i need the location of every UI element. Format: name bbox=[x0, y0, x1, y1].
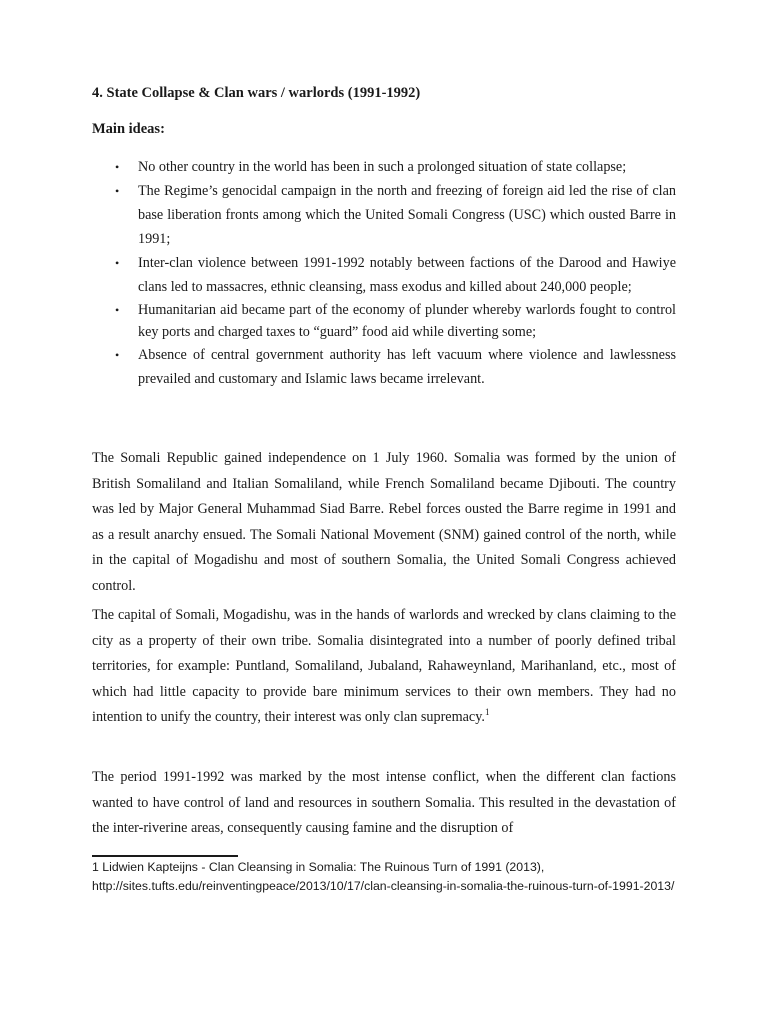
list-item bbox=[92, 299, 676, 343]
bullet-icon: • bbox=[115, 256, 120, 270]
bullet-icon: • bbox=[115, 348, 120, 362]
bullet-icon: • bbox=[115, 303, 120, 317]
list-item-text: Inter-clan violence between 1991-1992 notably between factions of the Darood and Hawiye clans led to massacres, ethnic cleansing, mass exodus and killed about 240,000 people; bbox=[138, 255, 676, 295]
bullet-icon: • bbox=[115, 160, 120, 174]
section-heading: 4. State Collapse & Clan wars / warlords (1991-1992) bbox=[92, 85, 421, 101]
list-item-text: The Regime’s genocidal campaign in the north and freezing of foreign aid led the rise of clan base liberation fronts among which the United Somali Congress (USC) which ousted Barre in 1991; bbox=[138, 183, 676, 247]
list-item-text: No other country in the world has been in such a prolonged situation of state collapse; bbox=[138, 159, 627, 175]
footnote-marker[interactable]: 1 bbox=[484, 707, 490, 718]
list-item bbox=[92, 343, 676, 391]
list-item-text: Humanitarian aid became part of the economy of plunder whereby warlords fought to control key ports and charged taxes to “guard” food aid while diverting some; bbox=[138, 302, 676, 340]
footnote-separator bbox=[92, 855, 238, 857]
body-paragraph bbox=[92, 603, 676, 731]
footnote-text[interactable]: 1 Lidwien Kapteijns - Clan Cleansing in Somalia: The Ruinous Turn of 1991 (2013), http://sites.tufts.edu/reinventingpeace/2013/10/17/clan-cleansing-in-somalia-the-ruinous-turn-of-1991-2013/ bbox=[92, 860, 675, 893]
body-paragraph: The period 1991-1992 was marked by the most intense conflict, when the different clan factions wanted to have control of land and resources in southern Somalia. This resulted in the devastation of the inter-riverine areas, consequently causing famine and the disruption of bbox=[92, 769, 676, 837]
list-item bbox=[92, 155, 676, 179]
list-item-text: Absence of central government authority has left vacuum where violence and lawlessness prevailed and customary and Islamic laws became irrelevant. bbox=[138, 347, 676, 387]
main-ideas-list bbox=[92, 155, 676, 391]
list-item bbox=[92, 179, 676, 251]
paragraph-text: The capital of Somali, Mogadishu, was in the hands of warlords and wrecked by clans claiming to the city as a property of their own tribe. Somalia disintegrated into a number of poorly defined tribal territories, for example: Puntland, Somaliland, Jubaland, Rahaweynland, Marihanland, etc., most of which had little capacity to provide bare minimum services to their own members. They had no intention to unify the country, their interest was only clan supremacy. bbox=[92, 607, 676, 726]
bullet-icon: • bbox=[115, 184, 120, 198]
main-ideas-label: Main ideas: bbox=[92, 121, 165, 137]
list-item bbox=[92, 251, 676, 299]
body-paragraph: The Somali Republic gained independence on 1 July 1960. Somalia was formed by the union of British Somaliland and Italian Somaliland, while French Somaliland became Djibouti. The country was led by Major General Muhammad Siad Barre. Rebel forces ousted the Barre regime in 1991 and as a result anarchy ensued. The Somali National Movement (SNM) gained control of the north, while in the capital of Mogadishu and most of southern Somalia, the United Somali Congress achieved control. bbox=[92, 450, 676, 594]
